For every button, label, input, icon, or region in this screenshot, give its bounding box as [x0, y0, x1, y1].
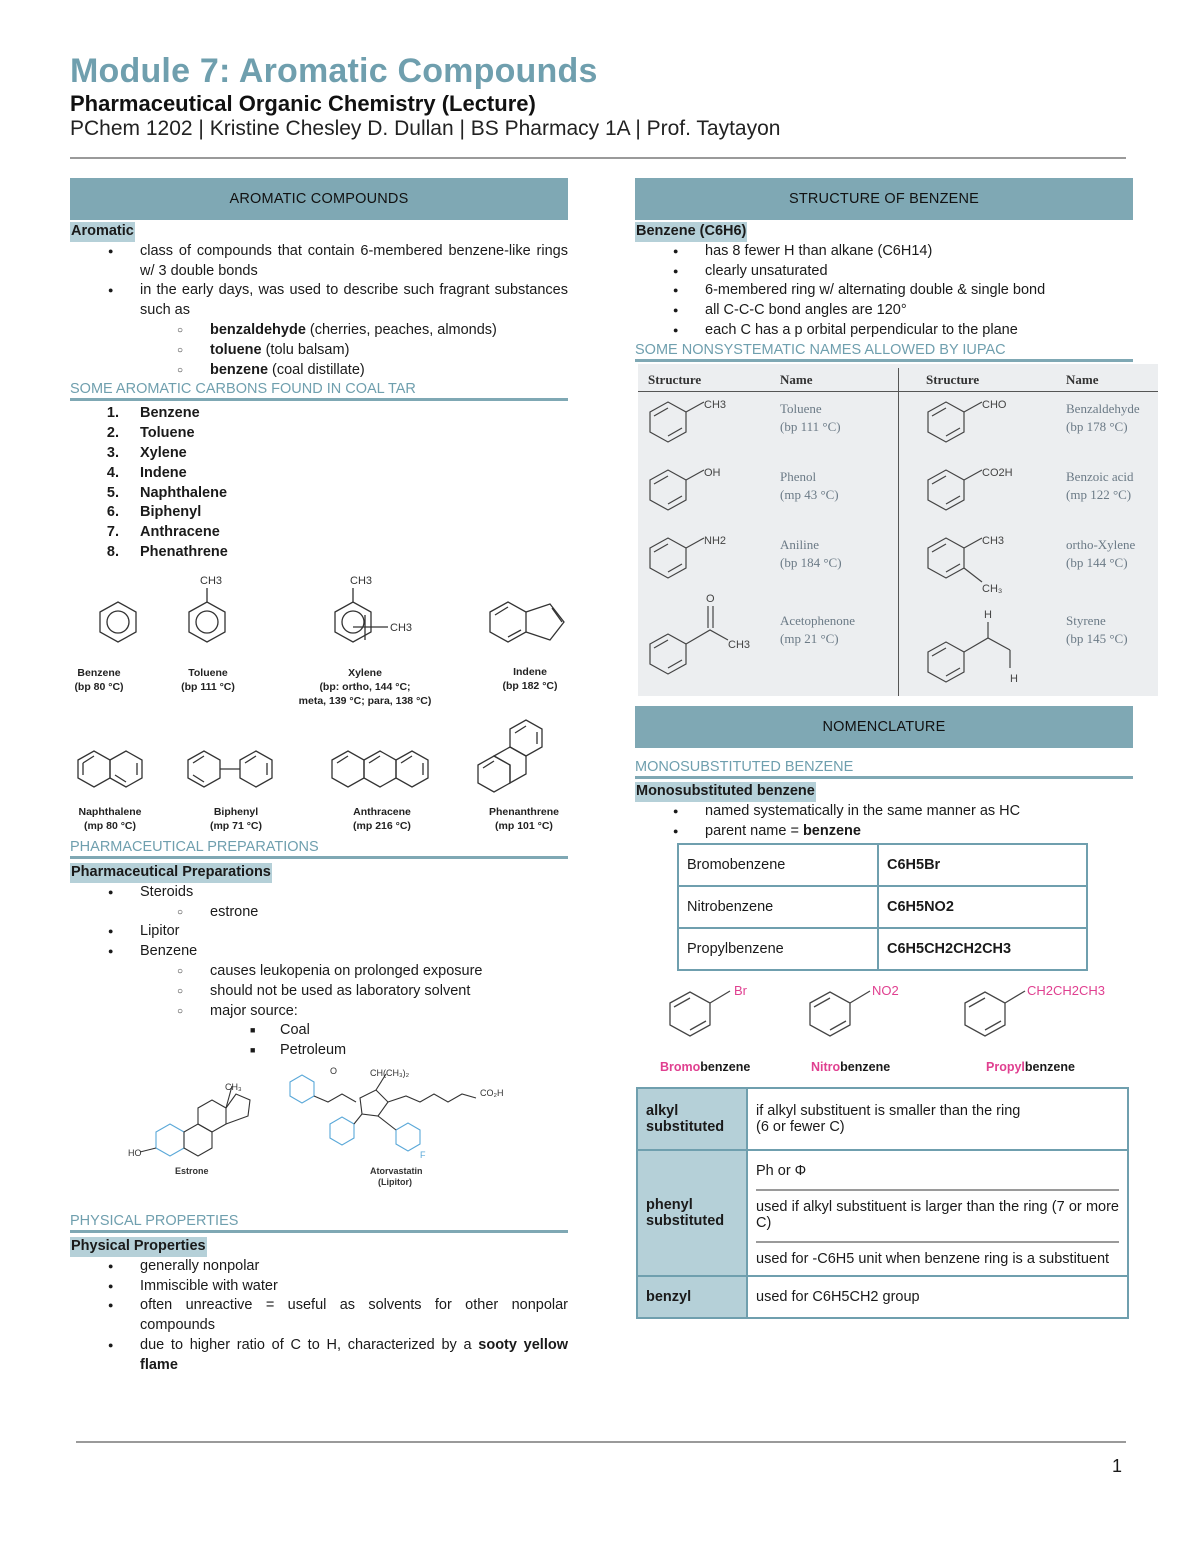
table-row: Nitrobenzene C6H5NO2 [678, 886, 1087, 928]
svg-text:OH: OH [704, 467, 721, 479]
lipitor-caption: Atorvastatin [370, 1166, 423, 1176]
list-item: ○ estrone [70, 903, 568, 923]
svg-text:H: H [1010, 673, 1018, 685]
section-band-nomenclature: NOMENCLATURE [635, 706, 1133, 748]
svg-text:CO₂H: CO₂H [480, 1088, 504, 1098]
iupac-header: Name [1066, 372, 1099, 387]
list-item: ○ major source: [70, 1002, 568, 1022]
table-row: benzyl used for C6H5CH2 group [637, 1276, 1128, 1318]
iupac-name: Styrene (bp 145 °C) [1066, 613, 1128, 646]
iupac-header: Name [780, 372, 813, 387]
caption-indene: Indene (bp 182 °C) [502, 666, 558, 692]
list-item: ● generally nonpolar [70, 1257, 568, 1277]
footer-rule [76, 1441, 1126, 1443]
aromatic-label: Aromatic [70, 222, 135, 242]
pharma-label: Pharmaceutical Preparations [70, 863, 272, 883]
table-row: phenyl substituted Ph or Φ used if alkyl substituent is larger than the ring (7 or more C) used for -C6H5 unit when benzene ring is a substituent [637, 1150, 1128, 1276]
list-item: ○ causes leukopenia on prolonged exposure [70, 962, 568, 982]
list-item: ● Benzene [70, 942, 568, 962]
svg-text:CHO: CHO [982, 399, 1007, 411]
list-item: ● clearly unsaturated [635, 262, 1133, 282]
list-item: ● has 8 fewer H than alkane (C6H14) [635, 242, 1133, 262]
course-meta: PChem 1202 | Kristine Chesley D. Dullan | BS Pharmacy 1A | Prof. Taytayon [70, 117, 781, 140]
iupac-name: Acetophenone (mp 21 °C) [780, 613, 856, 646]
substituent-table [636, 1087, 1129, 1319]
section-band-structure: STRUCTURE OF BENZENE [635, 178, 1133, 220]
svg-text:Br: Br [734, 983, 747, 998]
list-item: ● Steroids [70, 883, 568, 903]
pharma-section [70, 838, 568, 1061]
table-row: Bromobenzene C6H5Br [678, 844, 1087, 886]
ch3-label: CH3 [350, 575, 373, 587]
phys-heading: PHYSICAL PROPERTIES [70, 1212, 568, 1233]
svg-text:NO2: NO2 [872, 983, 899, 998]
page-subtitle: Pharmaceutical Organic Chemistry (Lecture) [70, 91, 536, 116]
caption-benzene: Benzene (bp 80 °C) [74, 667, 124, 693]
svg-text:O: O [330, 1066, 338, 1076]
pharma-heading: PHARMACEUTICAL PREPARATIONS [70, 838, 568, 859]
svg-text:NH2: NH2 [704, 535, 727, 547]
table-row: Propylbenzene C6H5CH2CH2CH3 [678, 928, 1087, 970]
right-column [635, 178, 1133, 362]
svg-text:HO: HO [128, 1148, 142, 1158]
list-item: ○ benzaldehyde (cherries, peaches, almonds) [70, 321, 568, 341]
benzene-label: Benzene (C6H6) [635, 222, 747, 242]
header-rule [70, 157, 1126, 159]
phys-label: Physical Properties [70, 1237, 207, 1257]
caption-xylene: Xylene (bp: ortho, 144 °C; meta, 139 °C; para, 138 °C) [298, 667, 432, 707]
list-item: ● in the early days, was used to describe such fragrant substances such as [70, 281, 568, 321]
pharma-structures [120, 1062, 540, 1192]
mono-list [635, 802, 1133, 842]
benzene-list [635, 242, 1133, 341]
svg-text:CH3: CH3 [728, 639, 751, 651]
list-item: 7. Anthracene [106, 524, 220, 541]
svg-text:CO2H: CO2H [982, 467, 1013, 479]
list-item: ○ benzene (coal distillate) [70, 361, 568, 381]
list-item: 8. Phenathrene [106, 543, 228, 560]
iupac-table [638, 364, 1158, 696]
iupac-heading: SOME NONSYSTEMATIC NAMES ALLOWED BY IUPAC [635, 341, 1133, 362]
mono-caption: Bromobenzene [660, 1060, 751, 1074]
list-item: 6. Biphenyl [106, 504, 202, 521]
nomenclature-section [635, 706, 1133, 841]
svg-text:CH₃: CH₃ [225, 1082, 242, 1092]
mono-label: Monosubstituted benzene [635, 782, 816, 802]
caption-biphenyl: Biphenyl (mp 71 °C) [209, 806, 263, 832]
list-item: ○ should not be used as laboratory solvent [70, 982, 568, 1002]
list-item: ● parent name = benzene [635, 822, 1133, 842]
physical-section [70, 1212, 568, 1376]
left-column [70, 178, 568, 563]
svg-text:CH(CH₃)₂: CH(CH₃)₂ [370, 1068, 410, 1078]
ch3-label: CH3 [390, 622, 413, 634]
svg-text:CH3: CH3 [704, 399, 727, 411]
list-item: 5. Naphthalene [106, 484, 228, 501]
caption-anthracene: Anthracene (mp 216 °C) [353, 806, 411, 832]
iupac-name: ortho-Xylene (bp 144 °C) [1066, 537, 1136, 570]
iupac-name: Benzaldehyde (bp 178 °C) [1066, 401, 1140, 434]
phys-list [70, 1257, 568, 1376]
list-item: ● due to higher ratio of C to H, characterized by a sooty yellow flame [70, 1336, 568, 1376]
caption-phenanthrene: Phenanthrene (mp 101 °C) [488, 806, 559, 832]
list-item: ● often unreactive = useful as solvents for other nonpolar compounds [70, 1296, 568, 1336]
mono-caption: Propylbenzene [986, 1060, 1075, 1074]
page-title: Module 7: Aromatic Compounds [70, 52, 598, 90]
list-item: ● Lipitor [70, 922, 568, 942]
coal-tar-list [70, 404, 568, 562]
mono-heading: MONOSUBSTITUTED BENZENE [635, 758, 1133, 779]
svg-text:H: H [984, 609, 992, 621]
coal-tar-heading: SOME AROMATIC CARBONS FOUND IN COAL TAR [70, 380, 568, 401]
lipitor-caption-2: (Lipitor) [378, 1177, 412, 1187]
iupac-name: Benzoic acid (mp 122 °C) [1066, 469, 1134, 502]
list-item: ● Immiscible with water [70, 1277, 568, 1297]
list-item: ● class of compounds that contain 6-membered benzene-like rings w/ 3 double bonds [70, 242, 568, 282]
pharma-list [70, 883, 568, 1061]
svg-text:F: F [420, 1150, 426, 1160]
iupac-name: Phenol (mp 43 °C) [780, 469, 839, 502]
page-number: 1 [1112, 1456, 1123, 1476]
list-item: ○ toluene (tolu balsam) [70, 341, 568, 361]
iupac-header: Structure [926, 372, 980, 387]
table-row: alkyl substituted if alkyl substituent is smaller than the ring (6 or fewer C) [637, 1088, 1128, 1150]
svg-text:CH₃: CH₃ [982, 583, 1003, 595]
list-item: 3. Xylene [106, 444, 187, 461]
caption-naphthalene: Naphthalene (mp 80 °C) [78, 806, 142, 832]
list-item: ● each C has a p orbital perpendicular to the plane [635, 321, 1133, 341]
mono-caption: Nitrobenzene [811, 1060, 891, 1074]
section-band-aromatic: AROMATIC COMPOUNDS [70, 178, 568, 220]
iupac-name: Aniline (bp 184 °C) [780, 537, 842, 570]
list-item: 4. Indene [106, 464, 187, 481]
mono-structures [650, 978, 1130, 1058]
list-item: ● named systematically in the same manner as HC [635, 802, 1133, 822]
list-item: 1. Benzene [106, 405, 200, 422]
list-item: 2. Toluene [106, 425, 195, 442]
aromatic-list [70, 242, 568, 381]
list-item: ■ Petroleum [70, 1041, 568, 1061]
list-item: ● 6-membered ring w/ alternating double & single bond [635, 281, 1133, 301]
svg-text:CH3: CH3 [982, 535, 1005, 547]
mono-table [677, 843, 1088, 971]
ch3-label: CH3 [200, 575, 223, 587]
svg-text:CH2CH2CH3: CH2CH2CH3 [1027, 983, 1106, 998]
iupac-name: Toluene (bp 111 °C) [780, 401, 841, 434]
iupac-header: Structure [648, 372, 702, 387]
list-item: ● all C-C-C bond angles are 120° [635, 301, 1133, 321]
svg-text:O: O [706, 593, 715, 605]
list-item: ■ Coal [70, 1021, 568, 1041]
estrone-caption: Estrone [175, 1166, 209, 1176]
caption-toluene: Toluene (bp 111 °C) [181, 667, 235, 693]
